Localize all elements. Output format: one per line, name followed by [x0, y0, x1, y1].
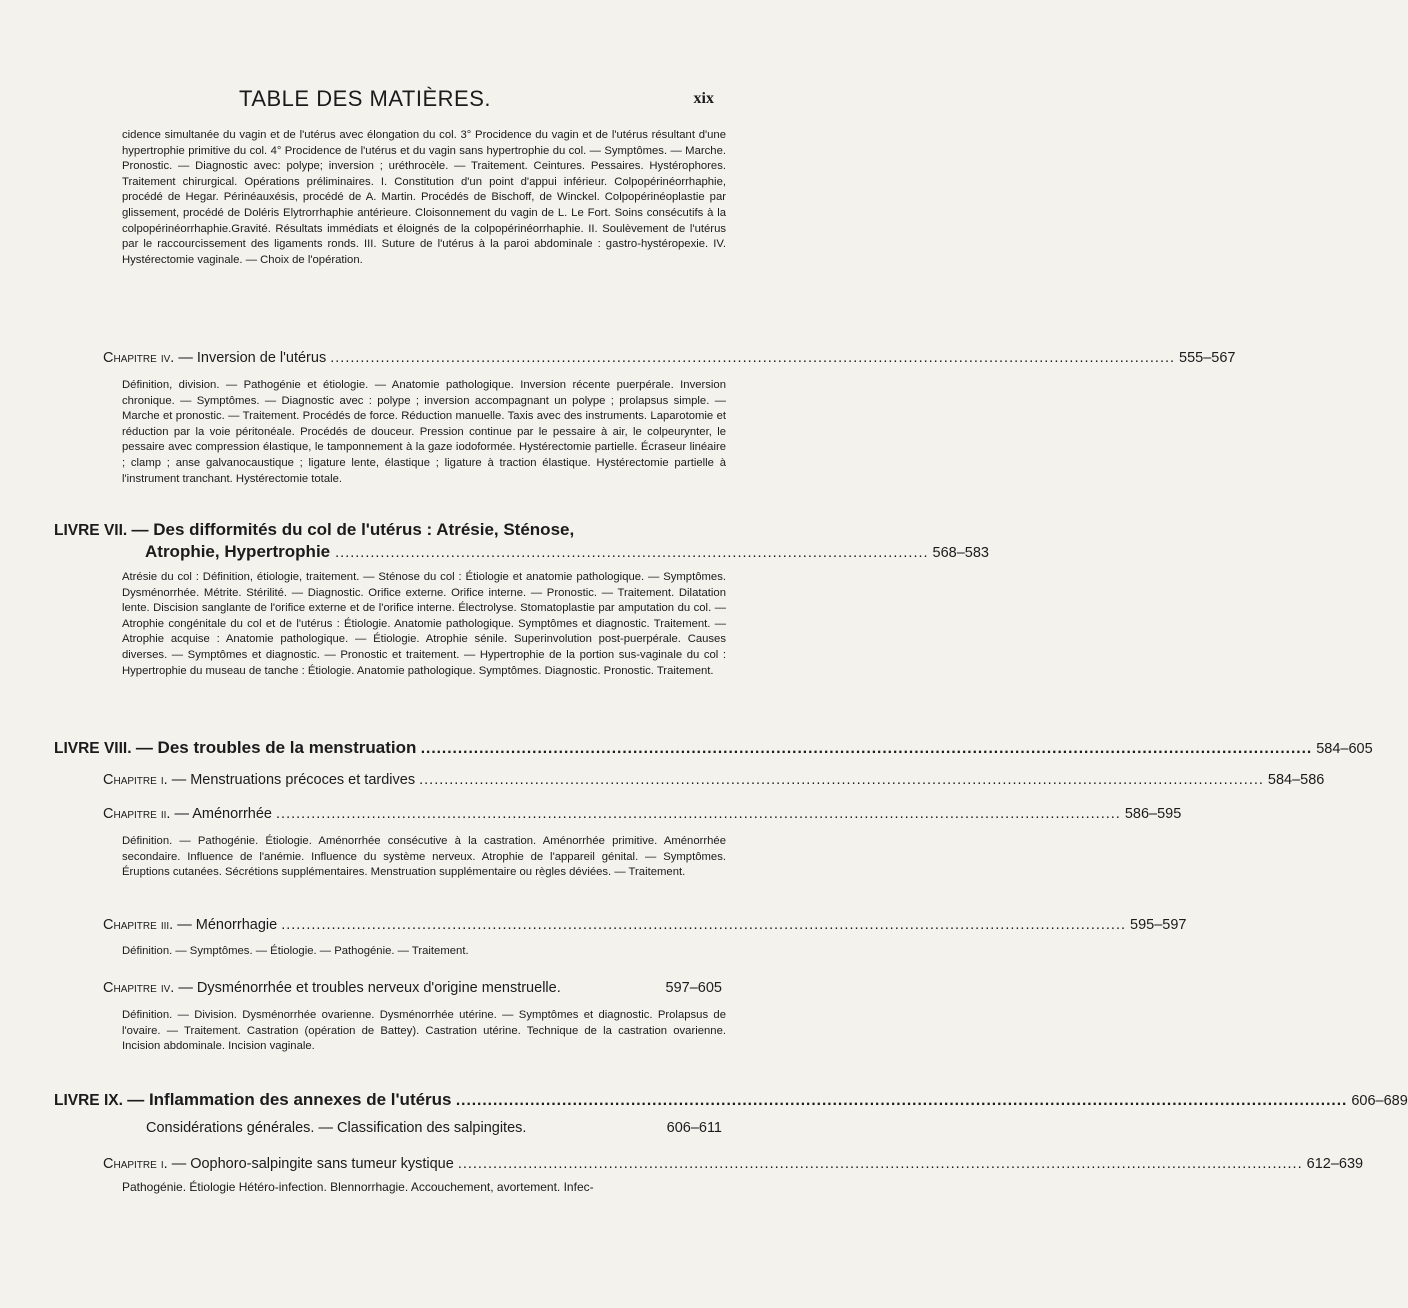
toc-entry-livre-vii-line2: Atrophie, Hypertrophie ...................................................................................................................... 568–583	[145, 542, 989, 561]
chapter-title: — Inversion de l'utérus	[178, 350, 327, 366]
chapter-label: Chapitre i.	[103, 1156, 168, 1172]
page-range: 612–639	[1306, 1156, 1364, 1172]
livre-title-line1: — Des difformités du col de l'utérus : Atrésie, Sténose,	[131, 520, 575, 539]
toc-entry-chapitre-i-oophoro-salpingite	[103, 1156, 1364, 1172]
page-number: xix	[693, 90, 714, 107]
chapter-title: — Oophoro-salpingite sans tumeur kystique	[171, 1156, 454, 1172]
toc-entry-livre-viii	[54, 738, 1373, 758]
chapter-label: Chapitre ii.	[103, 806, 171, 822]
summary-difformites: Atrésie du col : Définition, étiologie, traitement. — Sténose du col : Étiologie et anatomie pathologique. — Symptômes. Dysménorrhée. Métrite. Stérilité. — Diagnostic. Orifice externe. Orifice interne. — Pronostic. — Traitement. Dilatation lente. Discision sanglante de l'orifice externe et de l'orifice interne. Électrolyse. Stomatoplastie par amputation du col. — Atrophie congénitale du col et de l'utérus : Étiologie. Anatomie pathologique. Symptômes et diagnostic. Traitement. — Atrophie acquise : Anatomie pathologique. — Étiologie. Atrophie sénile. Superinvolution post-puerpérale. Causes diverses. — Symptômes et diagnostic. — Pronostic et traitement. — Hypertrophie de la portion sus-vaginale du col : Hypertrophie du museau de tanche : Étiologie. Anatomie pathologique. Symptômes. Diagnostic. Pronostic. Traitement.	[122, 571, 726, 677]
chapter-title: — Ménorrhagie	[177, 917, 278, 933]
page-range: 597–605	[665, 980, 722, 996]
page-range: 606–611	[666, 1120, 722, 1136]
chapter-label: Chapitre iv.	[103, 980, 175, 996]
toc-entry-chapitre-iii-menorrhagie	[103, 917, 1187, 933]
livre-label: LIVRE VIII.	[54, 740, 132, 757]
page-header	[0, 86, 800, 116]
livre-label: LIVRE VII.	[54, 522, 128, 539]
page-range: 555–567	[1179, 350, 1236, 366]
livre-title: — Des troubles de la menstruation	[135, 738, 417, 757]
summary-oophoro-salpingite: Pathogénie. Étiologie Hétéro-infection. Blennorrhagie. Accouchement, avortement. Infec-	[122, 1180, 594, 1194]
page-range: 606–689	[1351, 1093, 1408, 1109]
summary-prolapsus: cidence simultanée du vagin et de l'utérus avec élongation du col. 3° Procidence du vagin et de l'utérus résultant d'une hypertrophie primitive du col. 4° Procidence de l'utérus et du vagin sans hypertrophie du col. — Symptômes. — Marche. Pronostic. — Diagnostic avec: polype; inversion ; uréthrocèle. — Traitement. Ceintures. Pessaires. Hystérophores. Traitement chirurgical. Opérations préliminaires. I. Constitution d'un point d'appui inférieur. Colpopérinéorrhaphie, procédé de Hegar. Périnéauxésis, procédé de A. Martin. Procédés de Bischoff, de Winckel. Colpopérinéoplastie par glissement, procédé de Doléris Elytrorrhaphie antérieure. Cloisonnement du vagin de L. Le Fort. Soins consécutifs à la colpopérinéorrhaphie.Gravité. Résultats immédiats et éloignés de la colpopérinéorrhaphie. II. Soulèvement de l'utérus par le raccourcissement des ligaments ronds. III. Suture de l'utérus à la paroi abdominale : gastro-hystéropexie. IV. Hystérectomie vaginale. — Choix de l'opération.	[122, 129, 726, 266]
toc-entry-chapitre-iv-dysmenorrhee	[103, 980, 722, 996]
toc-entry-chapitre-iv-inversion	[103, 350, 1236, 366]
livre-title-line2: Atrophie, Hypertrophie	[145, 542, 331, 561]
toc-entry-livre-ix	[54, 1090, 1408, 1110]
toc-entry-chapitre-ii-amenorrhee	[103, 806, 1182, 822]
summary-menorrhagie: Définition. — Symptômes. — Étiologie. — Pathogénie. — Traitement.	[122, 945, 469, 957]
chapter-label: Chapitre iv.	[103, 350, 175, 366]
livre-title: — Inflammation des annexes de l'utérus	[127, 1090, 452, 1109]
summary-inversion: Définition, division. — Pathogénie et étiologie. — Anatomie pathologique. Inversion récente puerpérale. Inversion chronique. — Symptômes. — Diagnostic avec : polype ; inversion accompagnant un polype ; prolapsus simple. — Marche et pronostic. — Traitement. Procédés de force. Réduction manuelle. Taxis avec des instruments. Laparotomie et réduction par la voie péritonéale. Procédés de douceur. Pression continue par le pessaire à air, le colpeurynter, le pessaire avec compression élastique, le tamponnement à la gaze iodoformée. Hystérectomie partielle. Écraseur linéaire ; clamp ; anse galvanocaustique ; ligature lente, élastique ; ligature à traction élastique. Hystérectomie partielle à l'instrument tranchant. Hystérectomie totale.	[122, 379, 726, 485]
chapter-label: Chapitre i.	[103, 772, 168, 788]
running-title: TABLE DES MATIÈRES.	[239, 86, 491, 111]
page-range: 584–586	[1267, 772, 1325, 788]
page-range: 568–583	[932, 545, 989, 561]
page-range: 584–605	[1316, 741, 1373, 757]
toc-entry-considerations	[146, 1120, 722, 1136]
chapter-title: — Aménorrhée	[174, 806, 272, 822]
toc-entry-chapitre-i-menstruations	[103, 772, 1325, 788]
summary-amenorrhee: Définition. — Pathogénie. Étiologie. Aménorrhée consécutive à la castration. Aménorrhée primitive. Aménorrhée secondaire. Influence de l'anémie. Influence du système nerveux. Atrophie de l'appareil génital. — Symptômes. Éruptions cutanées. Sécrétions supplémentaires. Menstruation supplémentaire ou règles déviées. — Traitement.	[122, 835, 726, 879]
page-range: 595–597	[1130, 917, 1187, 933]
toc-entry-livre-vii-line1	[54, 520, 722, 540]
chapter-title: — Dysménorrhée et troubles nerveux d'origine menstruelle.	[178, 980, 561, 996]
chapter-label: Chapitre iii.	[103, 917, 174, 933]
livre-label: LIVRE IX.	[54, 1092, 123, 1109]
section-title: Considérations générales. — Classification des salpingites.	[146, 1120, 527, 1136]
page-range: 586–595	[1124, 806, 1182, 822]
chapter-title: — Menstruations précoces et tardives	[171, 772, 416, 788]
summary-dysmenorrhee: Définition. — Division. Dysménorrhée ovarienne. Dysménorrhée utérine. — Symptômes et diagnostic. Prolapsus de l'ovaire. — Traitement. Castration (opération de Battey). Castration utérine. Technique de la castration ovarienne. Incision abdominale. Incision vaginale.	[122, 1009, 726, 1053]
